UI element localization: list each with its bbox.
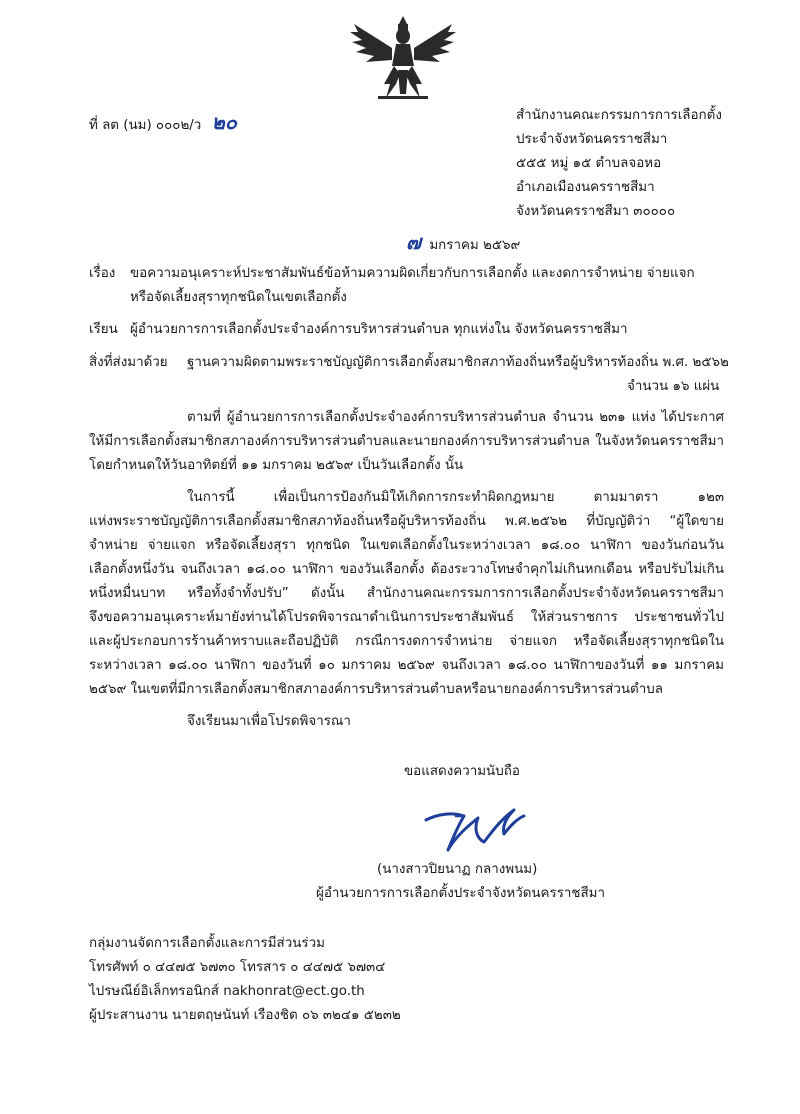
office-line: สำนักงานคณะกรรมการการเลือกตั้ง xyxy=(516,108,722,123)
reference-handwritten: ๒๐ xyxy=(211,110,237,134)
footer-line: โทรศัพท์ ๐ ๔๔๗๕ ๖๗๓๐ โทรสาร ๐ ๔๔๗๕ ๖๗๓๔ xyxy=(89,960,386,975)
garuda-emblem-icon xyxy=(344,14,462,102)
attachment-label: สิ่งที่ส่งมาด้วย xyxy=(89,355,168,370)
paragraph-line: ระหว่างเวลา ๑๘.๐๐ นาฬิกา ของวันที่ ๑๐ มกราคม ๒๕๖๙ จนถึงเวลา ๑๘.๐๐ นาฬิกาของวันที่ ๑๑ มกราคม xyxy=(89,658,724,673)
paragraph-line: จึงขอความอนุเคราะห์มายังท่านได้โปรดพิจารณาดำเนินการประชาสัมพันธ์ ให้ส่วนราชการ ประชาชนทั่วไป xyxy=(89,610,724,625)
paragraph-line: เลือกตั้งหนึ่งวัน จนถึงเวลา ๑๘.๐๐ นาฬิกา ของวันเลือกตั้ง ต้องระวางโทษจำคุกไม่เกินหกเดือน หรือปรับไม่เกิน xyxy=(89,562,724,577)
paragraph-line: ๒๕๖๙ ในเขตที่มีการเลือกตั้งสมาชิกสภาองค์การบริหารส่วนตำบลหรือนายกองค์การบริหารส่วนตำบล xyxy=(89,682,663,697)
paragraph-line: และผู้ประกอบการร้านค้าทราบและถือปฏิบัติ กรณีการงดการจำหน่าย จ่ายแจก หรือจัดเลี้ยงสุราทุกชนิดใน xyxy=(89,634,724,649)
paragraph-line: แห่งพระราชบัญญัติการเลือกตั้งสมาชิกสภาท้องถิ่นหรือผู้บริหารท้องถิ่น พ.ศ.๒๕๖๒ ที่บัญญัติว่า “ผู้ใดขาย xyxy=(89,514,724,529)
office-line: อำเภอเมืองนครราชสีมา xyxy=(516,180,655,195)
paragraph-line: ตามที่ ผู้อำนวยการการเลือกตั้งประจำองค์การบริหารส่วนตำบล จำนวน ๒๓๑ แห่ง ได้ประกาศ xyxy=(187,410,724,425)
signature-image xyxy=(418,796,528,856)
office-line: ๕๕๕ หมู่ ๑๕ ตำบลจอหอ xyxy=(516,156,662,171)
attachment-text: ฐานความผิดตามพระราชบัญญัติการเลือกตั้งสมาชิกสภาท้องถิ่นหรือผู้บริหารท้องถิ่น พ.ศ. ๒๕๖๒ xyxy=(187,355,729,370)
attachment-count: จำนวน ๑๖ แผ่น xyxy=(627,379,720,394)
subject-label: เรื่อง xyxy=(89,266,116,281)
office-line: จังหวัดนครราชสีมา ๓๐๐๐๐ xyxy=(516,204,676,219)
reference-number xyxy=(89,112,237,136)
signer-title: ผู้อำนวยการการเลือกตั้งประจำจังหวัดนครราชสีมา xyxy=(316,886,606,901)
subject-line: ขอความอนุเคราะห์ประชาสัมพันธ์ข้อห้ามความผิดเกี่ยวกับการเลือกตั้ง และงดการจำหน่าย จ่ายแจก xyxy=(130,266,695,281)
date-handwritten-day: ๗ xyxy=(406,230,422,254)
paragraph-line: ในการนี้ เพื่อเป็นการป้องกันมิให้เกิดการกระทำผิดกฎหมาย ตามมาตรา ๑๒๓ xyxy=(187,490,724,505)
footer-line: ไปรษณีย์อิเล็กทรอนิกส์ nakhonrat@ect.go.th xyxy=(89,984,365,999)
salutation-text: ขอแสดงความนับถือ xyxy=(404,764,520,779)
office-line: ประจำจังหวัดนครราชสีมา xyxy=(516,132,668,147)
paragraph-line: ให้มีการเลือกตั้งสมาชิกสภาองค์การบริหารส่วนตำบลและนายกองค์การบริหารส่วนตำบล ในจังหวัดนครราชสีมา xyxy=(89,434,724,449)
paragraph-line: โดยกำหนดให้วันอาทิตย์ที่ ๑๑ มกราคม ๒๕๖๙ เป็นวันเลือกตั้ง นั้น xyxy=(89,458,464,473)
subject-line: หรือจัดเลี้ยงสุราทุกชนิดในเขตเลือกตั้ง xyxy=(130,290,347,305)
paragraph-line: หนึ่งหมื่นบาท หรือทั้งจำทั้งปรับ” ดังนั้น สำนักงานคณะกรรมการการเลือกตั้งประจำจังหวัดนครราชสีมา xyxy=(89,586,724,601)
recipient-text: ผู้อำนวยการการเลือกตั้งประจำองค์การบริหารส่วนตำบล ทุกแห่งใน จังหวัดนครราชสีมา xyxy=(130,322,628,337)
footer-line: ผู้ประสานงาน นายตฤษนันท์ เรืองชิต ๐๖ ๓๒๔๑ ๕๒๓๒ xyxy=(89,1008,401,1023)
signer-name: (นางสาวปิยนาฏ กลางพนม) xyxy=(377,862,538,877)
reference-number-text: ที่ ลต (นม) ๐๐๐๒/ว xyxy=(89,118,202,133)
footer-line: กลุ่มงานจัดการเลือกตั้งและการมีส่วนร่วม xyxy=(89,936,325,951)
paragraph-line: จำหน่าย จ่ายแจก หรือจัดเลี้ยงสุรา ทุกชนิด ในเขตเลือกตั้งในระหว่างเวลา ๑๘.๐๐ นาฬิกา ของวันก่อนวัน xyxy=(89,538,724,553)
date-text: มกราคม ๒๕๖๙ xyxy=(429,238,521,253)
recipient-label: เรียน xyxy=(89,322,118,337)
letter-date xyxy=(406,232,520,256)
closing-text: จึงเรียนมาเพื่อโปรดพิจารณา xyxy=(187,714,351,729)
